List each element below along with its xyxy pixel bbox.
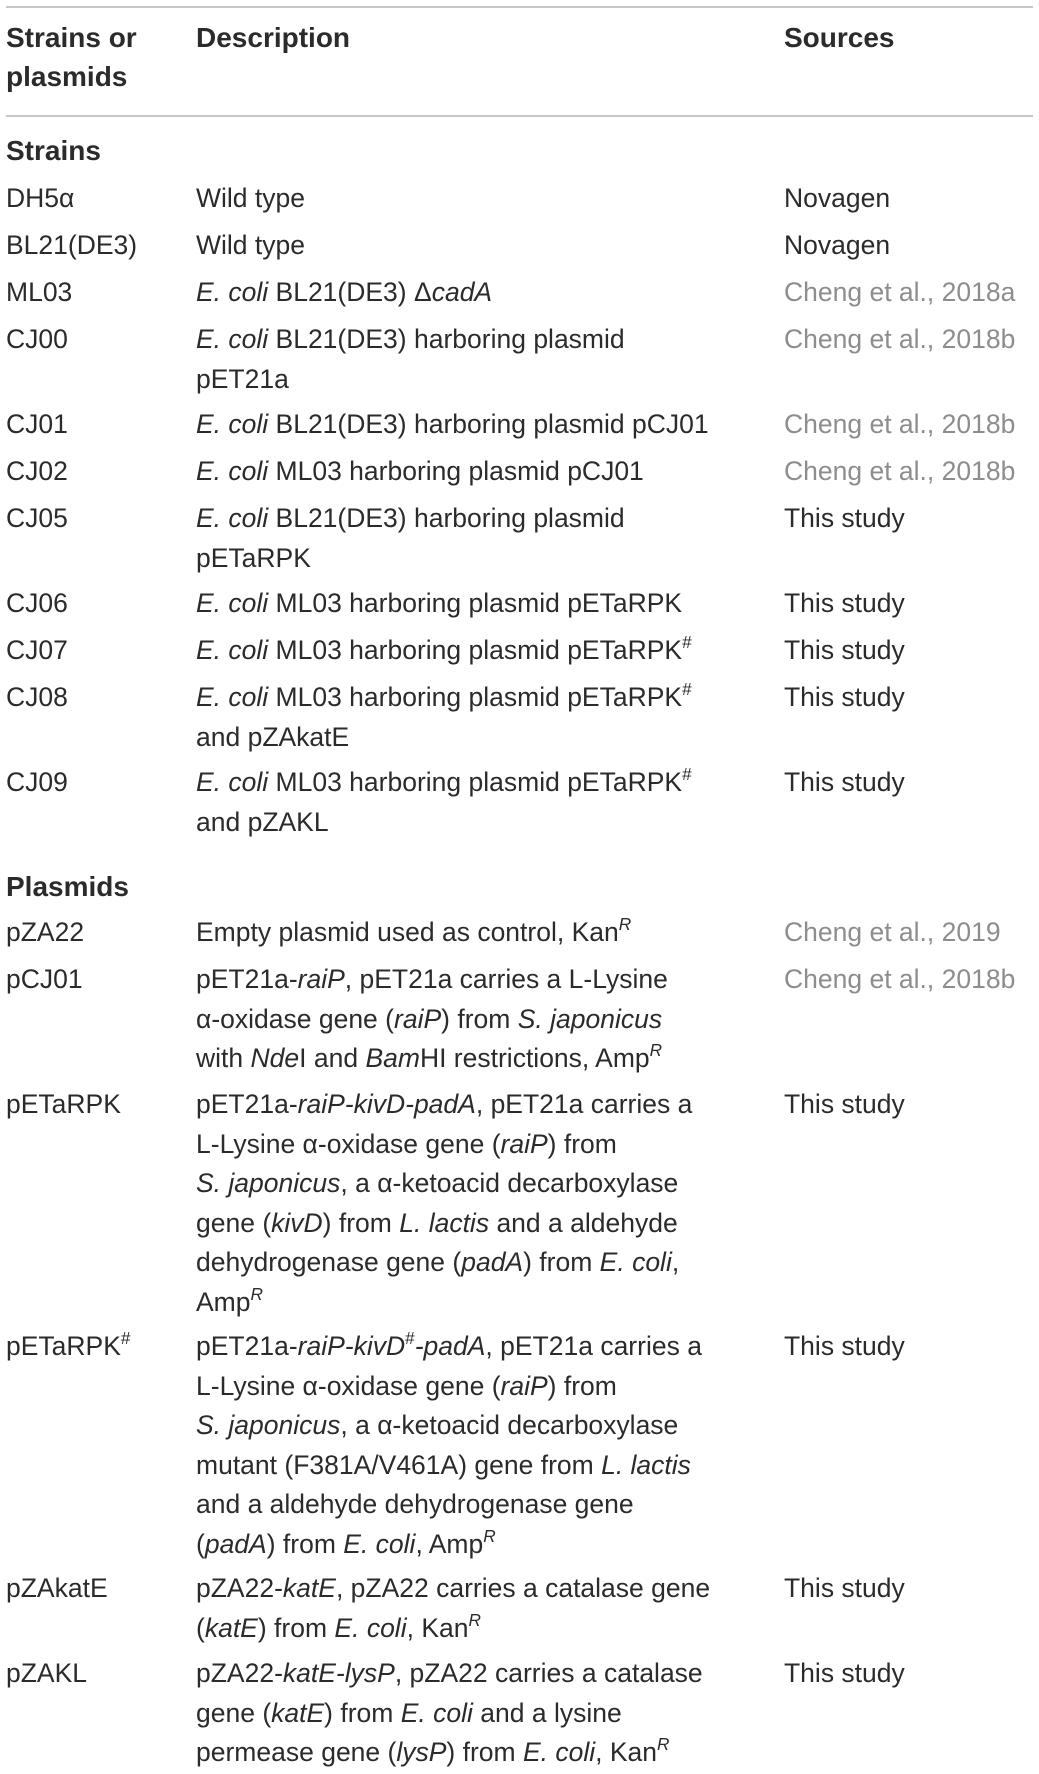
section-title-strains: Strains xyxy=(6,135,101,166)
cell-source: Novagen xyxy=(784,230,891,260)
cell-source: This study xyxy=(784,1331,905,1361)
cell-source-reference: Cheng et al., 2019 xyxy=(784,917,1001,947)
cell-name: CJ06 xyxy=(6,588,68,618)
cell-source-reference: Cheng et al., 2018a xyxy=(784,277,1016,307)
cell-description: E. coli ML03 harboring plasmid pETaRPK# xyxy=(196,631,692,665)
cell-source: This study xyxy=(784,635,905,665)
top-rule xyxy=(6,6,1033,8)
cell-source-reference: Cheng et al., 2018b xyxy=(784,324,1016,354)
cell-source: This study xyxy=(784,767,905,797)
cell-source: This study xyxy=(784,1089,905,1119)
cell-name: BL21(DE3) xyxy=(6,230,138,260)
cell-description: pZA22-katE, pZA22 carries a catalase gene (katE) from E. coli, Kan$^R$ xyxy=(196,1573,711,1643)
cell-source: This study xyxy=(784,588,905,618)
cell-description: pZA22-katE-lysP, pZA22 carries a catalase gene (katE) from E. coli and a lysine permease gene (lysP) from E. coli, Kan$^R$ xyxy=(196,1658,703,1767)
cell-source: This study xyxy=(784,503,905,533)
cell-name: pETaRPK# xyxy=(6,1327,131,1361)
cell-name: DH5α xyxy=(6,183,75,213)
cell-description: Wild type xyxy=(196,230,305,260)
cell-description: Empty plasmid used as control, Kan$^R$ xyxy=(196,913,632,947)
cell-description: E. coli ML03 harboring plasmid pETaRPK# and pZAKL xyxy=(196,763,692,837)
cell-name: CJ00 xyxy=(6,324,68,354)
cell-name: pETaRPK xyxy=(6,1089,121,1119)
cell-description: E. coli BL21(DE3) harboring plasmid pCJ01 xyxy=(196,409,709,439)
cell-name: ML03 xyxy=(6,277,73,307)
cell-name: pZAKL xyxy=(6,1658,88,1688)
cell-description: pET21a-raiP-kivD-padA, pET21a carries a L-Lysine α-oxidase gene (raiP) from S. japonicus, a α-ketoacid decarboxylase gene (kivD) from L. lactis and a aldehyde dehydrogenase gene (padA) from E. coli, Amp$^R$ xyxy=(196,1089,693,1317)
cell-description: Wild type xyxy=(196,183,305,213)
cell-source-reference: Cheng et al., 2018b xyxy=(784,409,1016,439)
cell-description: E. coli ML03 harboring plasmid pETaRPK xyxy=(196,588,683,618)
cell-name: CJ01 xyxy=(6,409,68,439)
cell-description: E. coli BL21(DE3) harboring plasmid pET21a xyxy=(196,324,625,394)
cell-name: CJ07 xyxy=(6,635,68,665)
cell-name: CJ05 xyxy=(6,503,68,533)
cell-name: pZA22 xyxy=(6,917,85,947)
cell-description: E. coli ML03 harboring plasmid pCJ01 xyxy=(196,456,644,486)
header-col1-line1: Strains or xyxy=(6,22,137,53)
cell-name: CJ02 xyxy=(6,456,68,486)
cell-source: This study xyxy=(784,1573,905,1603)
header-description: Description xyxy=(196,22,351,53)
header-strains-or-plasmids xyxy=(6,18,137,96)
cell-description: E. coli BL21(DE3) harboring plasmid pETaRPK xyxy=(196,503,625,573)
cell-description: pET21a-raiP-kivD#-padA, pET21a carries a L-Lysine α-oxidase gene (raiP) from S. japonicus, a α-ketoacid decarboxylase mutant (F381A/V461A) gene from L. lactis and a aldehyde dehydrogenase gene (padA) from E. coli, Amp$^R$ xyxy=(196,1327,702,1559)
cell-name: pCJ01 xyxy=(6,964,83,994)
cell-source: This study xyxy=(784,1658,905,1688)
cell-description: pET21a-raiP, pET21a carries a L-Lysine α-oxidase gene (raiP) from S. japonicus with NdeI and BamHI restrictions, Amp$^R$ xyxy=(196,964,668,1073)
section-title-plasmids: Plasmids xyxy=(6,871,129,902)
cell-description: E. coli ML03 harboring plasmid pETaRPK# and pZAkatE xyxy=(196,678,692,752)
cell-source-reference: Cheng et al., 2018b xyxy=(784,456,1016,486)
cell-name: CJ08 xyxy=(6,682,68,712)
header-rule xyxy=(6,115,1033,117)
cell-source: This study xyxy=(784,682,905,712)
cell-name: pZAkatE xyxy=(6,1573,108,1603)
header-sources: Sources xyxy=(784,22,895,53)
cell-source: Novagen xyxy=(784,183,891,213)
cell-name: CJ09 xyxy=(6,767,68,797)
cell-description: E. coli BL21(DE3) ΔcadA xyxy=(196,277,493,307)
cell-source-reference: Cheng et al., 2018b xyxy=(784,964,1016,994)
header-col1-line2: plasmids xyxy=(6,61,128,92)
